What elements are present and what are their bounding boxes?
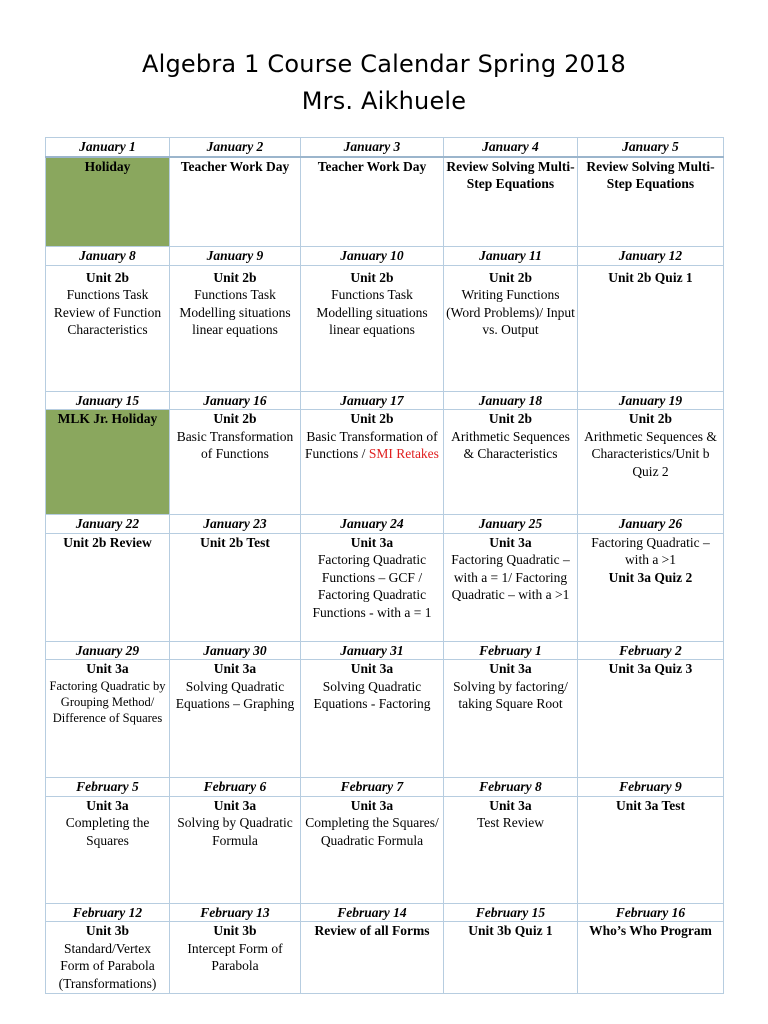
date-cell: January 31 bbox=[301, 641, 444, 660]
date-cell: January 26 bbox=[578, 515, 724, 534]
unit-label: Unit 3b bbox=[85, 923, 130, 938]
cell-text: Unit 2b Quiz 1 bbox=[608, 269, 693, 285]
content-row bbox=[46, 922, 724, 994]
day-cell bbox=[301, 660, 444, 778]
cell-text: Unit 3b Quiz 1 bbox=[468, 923, 553, 938]
day-cell bbox=[444, 533, 578, 641]
holiday-cell bbox=[46, 410, 170, 515]
day-cell bbox=[46, 922, 170, 994]
day-cell bbox=[444, 157, 578, 247]
date-cell: January 29 bbox=[46, 641, 170, 660]
date-cell: January 3 bbox=[301, 138, 444, 157]
unit-label: Unit 3a bbox=[489, 797, 532, 813]
cell-text: Intercept Form of Parabola bbox=[187, 940, 283, 973]
date-cell: January 24 bbox=[301, 515, 444, 534]
date-cell: January 4 bbox=[444, 138, 578, 157]
day-cell bbox=[578, 660, 724, 778]
unit-label: Unit 2b bbox=[213, 411, 257, 426]
day-cell bbox=[170, 922, 301, 994]
day-cell bbox=[578, 265, 724, 391]
date-cell: January 15 bbox=[46, 391, 170, 410]
cell-text: Writing Functions (Word Problems)/ Input vs. Output bbox=[446, 287, 575, 337]
cell-text: MLK Jr. Holiday bbox=[57, 411, 158, 426]
day-cell bbox=[578, 922, 724, 994]
day-cell bbox=[46, 265, 170, 391]
date-row bbox=[46, 138, 724, 157]
cell-text: Factoring Quadratic – with a = 1/ Factoring Quadratic – with a >1 bbox=[451, 552, 570, 602]
day-cell bbox=[301, 533, 444, 641]
day-cell bbox=[444, 410, 578, 515]
content-row bbox=[46, 157, 724, 247]
date-cell: January 9 bbox=[170, 247, 301, 266]
unit-label: Unit 2b bbox=[350, 269, 394, 285]
date-row bbox=[46, 903, 724, 922]
day-cell bbox=[578, 410, 724, 515]
day-cell bbox=[578, 533, 724, 641]
cell-text: Completing the Squares bbox=[65, 815, 150, 848]
cell-text bbox=[303, 428, 441, 463]
date-cell: January 8 bbox=[46, 247, 170, 266]
unit-label: Unit 3a bbox=[213, 661, 257, 676]
date-cell: January 23 bbox=[170, 515, 301, 534]
unit-label: Unit 3a bbox=[350, 661, 394, 676]
date-cell: February 14 bbox=[301, 903, 444, 922]
cell-text: Unit 2b Test bbox=[200, 534, 270, 550]
cell-text: Review Solving Multi-Step Equations bbox=[586, 158, 715, 191]
date-cell: February 16 bbox=[578, 903, 724, 922]
date-cell: January 2 bbox=[170, 138, 301, 157]
day-cell bbox=[170, 533, 301, 641]
cell-text: Factoring Quadratic Functions – GCF / Factoring Quadratic Functions - with a = 1 bbox=[312, 552, 432, 620]
day-cell bbox=[301, 410, 444, 515]
cell-text: Teacher Work Day bbox=[317, 158, 427, 174]
date-cell: January 5 bbox=[578, 138, 724, 157]
cell-text-part: Basic Transformation of Functions / bbox=[305, 428, 438, 461]
day-cell bbox=[444, 265, 578, 391]
date-cell: February 9 bbox=[578, 778, 724, 797]
cell-text: Completing the Squares/ Quadratic Formula bbox=[305, 815, 439, 848]
unit-label: Unit 3a bbox=[86, 797, 129, 813]
day-cell bbox=[444, 922, 578, 994]
cell-text: Solving Quadratic Equations - Factoring bbox=[313, 678, 431, 711]
holiday-cell bbox=[46, 157, 170, 247]
unit-label: Unit 3b bbox=[213, 923, 257, 938]
content-row bbox=[46, 660, 724, 778]
day-cell bbox=[444, 796, 578, 903]
quiz-label: Unit 3a Quiz 2 bbox=[608, 569, 693, 585]
unit-label: Unit 3a bbox=[213, 797, 257, 813]
date-cell: January 25 bbox=[444, 515, 578, 534]
unit-label: Unit 2b bbox=[488, 411, 533, 426]
cell-text: Solving Quadratic Equations – Graphing bbox=[175, 678, 295, 711]
day-cell bbox=[301, 922, 444, 994]
date-cell: January 18 bbox=[444, 391, 578, 410]
cell-text: Solving by Quadratic Formula bbox=[177, 815, 293, 848]
unit-label: Unit 2b bbox=[213, 269, 257, 285]
date-cell: February 12 bbox=[46, 903, 170, 922]
content-row bbox=[46, 410, 724, 515]
day-cell bbox=[170, 796, 301, 903]
cell-text: Who’s Who Program bbox=[589, 923, 712, 938]
cell-text: Factoring Quadratic by Grouping Method/ Difference of Squares bbox=[49, 678, 166, 725]
content-row bbox=[46, 796, 724, 903]
cell-text: Review of all Forms bbox=[314, 923, 430, 938]
date-row bbox=[46, 641, 724, 660]
cell-text: Teacher Work Day bbox=[180, 158, 290, 174]
day-cell bbox=[301, 796, 444, 903]
date-cell: January 19 bbox=[578, 391, 724, 410]
day-cell bbox=[301, 157, 444, 247]
cell-text: Unit 3a Test bbox=[615, 797, 686, 813]
day-cell bbox=[170, 410, 301, 515]
day-cell bbox=[170, 157, 301, 247]
date-cell: January 1 bbox=[46, 138, 170, 157]
cell-text: Arithmetic Sequences & Characteristics bbox=[451, 428, 570, 461]
date-cell: January 30 bbox=[170, 641, 301, 660]
cell-text: Standard/Vertex Form of Parabola (Transformations) bbox=[58, 940, 157, 991]
cell-text: Unit 3a Quiz 3 bbox=[608, 661, 693, 676]
day-cell bbox=[46, 660, 170, 778]
cell-text: Review Solving Multi-Step Equations bbox=[446, 158, 575, 191]
page-title: Algebra 1 Course Calendar Spring 2018 bbox=[142, 50, 626, 78]
cell-text: Functions Task Modelling situations linear equations bbox=[179, 287, 291, 337]
cell-text: Functions Task Modelling situations linear equations bbox=[316, 287, 428, 337]
date-row bbox=[46, 778, 724, 797]
unit-label: Unit 2b bbox=[85, 269, 130, 285]
unit-label: Unit 3a bbox=[350, 797, 394, 813]
date-cell: February 7 bbox=[301, 778, 444, 797]
unit-label: Unit 3a bbox=[489, 534, 532, 550]
date-cell: February 6 bbox=[170, 778, 301, 797]
cell-text: Functions Task Review of Function Characteristics bbox=[53, 287, 162, 337]
date-cell: February 1 bbox=[444, 641, 578, 660]
cell-text: Test Review bbox=[477, 815, 544, 830]
day-cell bbox=[444, 660, 578, 778]
cell-text: Factoring Quadratic – with a >1 bbox=[591, 534, 710, 567]
date-cell: February 5 bbox=[46, 778, 170, 797]
cell-text: Basic Transformation of Functions bbox=[176, 428, 294, 461]
date-row bbox=[46, 515, 724, 534]
date-cell: February 13 bbox=[170, 903, 301, 922]
date-cell: January 17 bbox=[301, 391, 444, 410]
date-row bbox=[46, 247, 724, 266]
day-cell bbox=[578, 157, 724, 247]
cell-text: Arithmetic Sequences & Characteristics/Unit b Quiz 2 bbox=[584, 428, 717, 479]
day-cell bbox=[170, 265, 301, 391]
content-row bbox=[46, 533, 724, 641]
day-cell bbox=[46, 796, 170, 903]
unit-label: Unit 3a bbox=[489, 661, 532, 676]
unit-label: Unit 2b bbox=[350, 411, 394, 426]
date-cell: January 16 bbox=[170, 391, 301, 410]
cell-text: Solving by factoring/ taking Square Root bbox=[453, 678, 568, 711]
date-row bbox=[46, 391, 724, 410]
smi-retakes-note: SMI Retakes bbox=[368, 446, 439, 461]
cell-text: Unit 2b Review bbox=[63, 534, 152, 550]
calendar-table bbox=[45, 137, 724, 994]
date-cell: January 10 bbox=[301, 247, 444, 266]
date-cell: January 12 bbox=[578, 247, 724, 266]
date-cell: January 11 bbox=[444, 247, 578, 266]
date-cell: January 22 bbox=[46, 515, 170, 534]
date-cell: February 8 bbox=[444, 778, 578, 797]
day-cell bbox=[301, 265, 444, 391]
content-row bbox=[46, 265, 724, 391]
day-cell bbox=[170, 660, 301, 778]
unit-label: Unit 2b bbox=[488, 269, 533, 285]
unit-label: Unit 3a bbox=[86, 661, 129, 676]
date-cell: February 2 bbox=[578, 641, 724, 660]
day-cell bbox=[578, 796, 724, 903]
teacher-name: Mrs. Aikhuele bbox=[301, 87, 467, 115]
unit-label: Unit 2b bbox=[628, 411, 673, 426]
day-cell bbox=[46, 533, 170, 641]
unit-label: Unit 3a bbox=[350, 534, 394, 550]
date-cell: February 15 bbox=[444, 903, 578, 922]
cell-text: Holiday bbox=[84, 158, 131, 174]
